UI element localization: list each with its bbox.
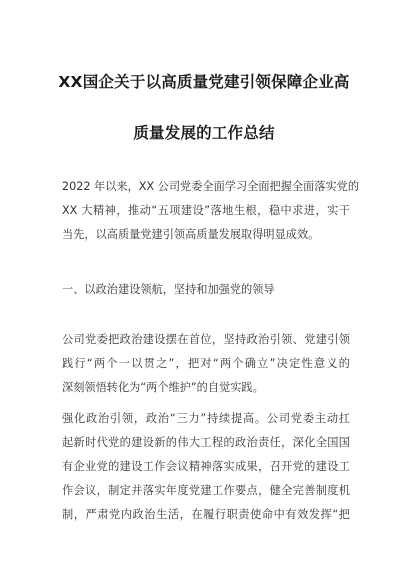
paragraph-line: 2022 年以来，XX 公司党委全面学习全面把握全面落实党的 <box>62 180 360 193</box>
document-title-line-2: 质量发展的工作总结 <box>133 124 275 142</box>
paragraph-line: 公司党委把政治建设摆在首位，坚持政治引领、党建引领 <box>62 333 350 346</box>
paragraph-line: 深刻领悟转化为“两个维护”的自觉实践。 <box>62 381 264 394</box>
paragraph-line: 制，严肃党内政治生活，在履行职责使命中有效发挥“把 <box>62 508 350 521</box>
document-title-line-1: XX国企关于以高质量党建引领保障企业高 <box>58 73 350 91</box>
paragraph-line: 有企业党的建设工作会议精神落实成果，召开党的建设工 <box>62 460 350 473</box>
paragraph-line: 作会议，制定并落实年度党建工作要点，健全完善制度机 <box>62 484 350 497</box>
paragraph-intro <box>62 175 360 247</box>
paragraph-line: 起新时代党的建设新的伟大工程的政治责任，深化全国国 <box>62 436 350 449</box>
paragraph-line: 强化政治引领，政治“三力”持续提高。公司党委主动扛 <box>62 412 350 425</box>
paragraph-line: 当先，以高质量党建引领高质量发展取得明显成效。 <box>62 228 320 241</box>
paragraph-political-construction <box>62 328 350 400</box>
paragraph-line: 践行“两个一以贯之”，把对“两个确立”决定性意义的 <box>62 357 350 370</box>
paragraph-line: XX 大精神，推动“五项建设”落地生根，稳中求进，实干 <box>62 204 350 217</box>
section-heading-1 <box>62 278 350 302</box>
section-heading-text: 一、以政治建设领航，坚持和加强党的领导 <box>62 283 275 296</box>
paragraph-political-guidance <box>62 407 350 527</box>
